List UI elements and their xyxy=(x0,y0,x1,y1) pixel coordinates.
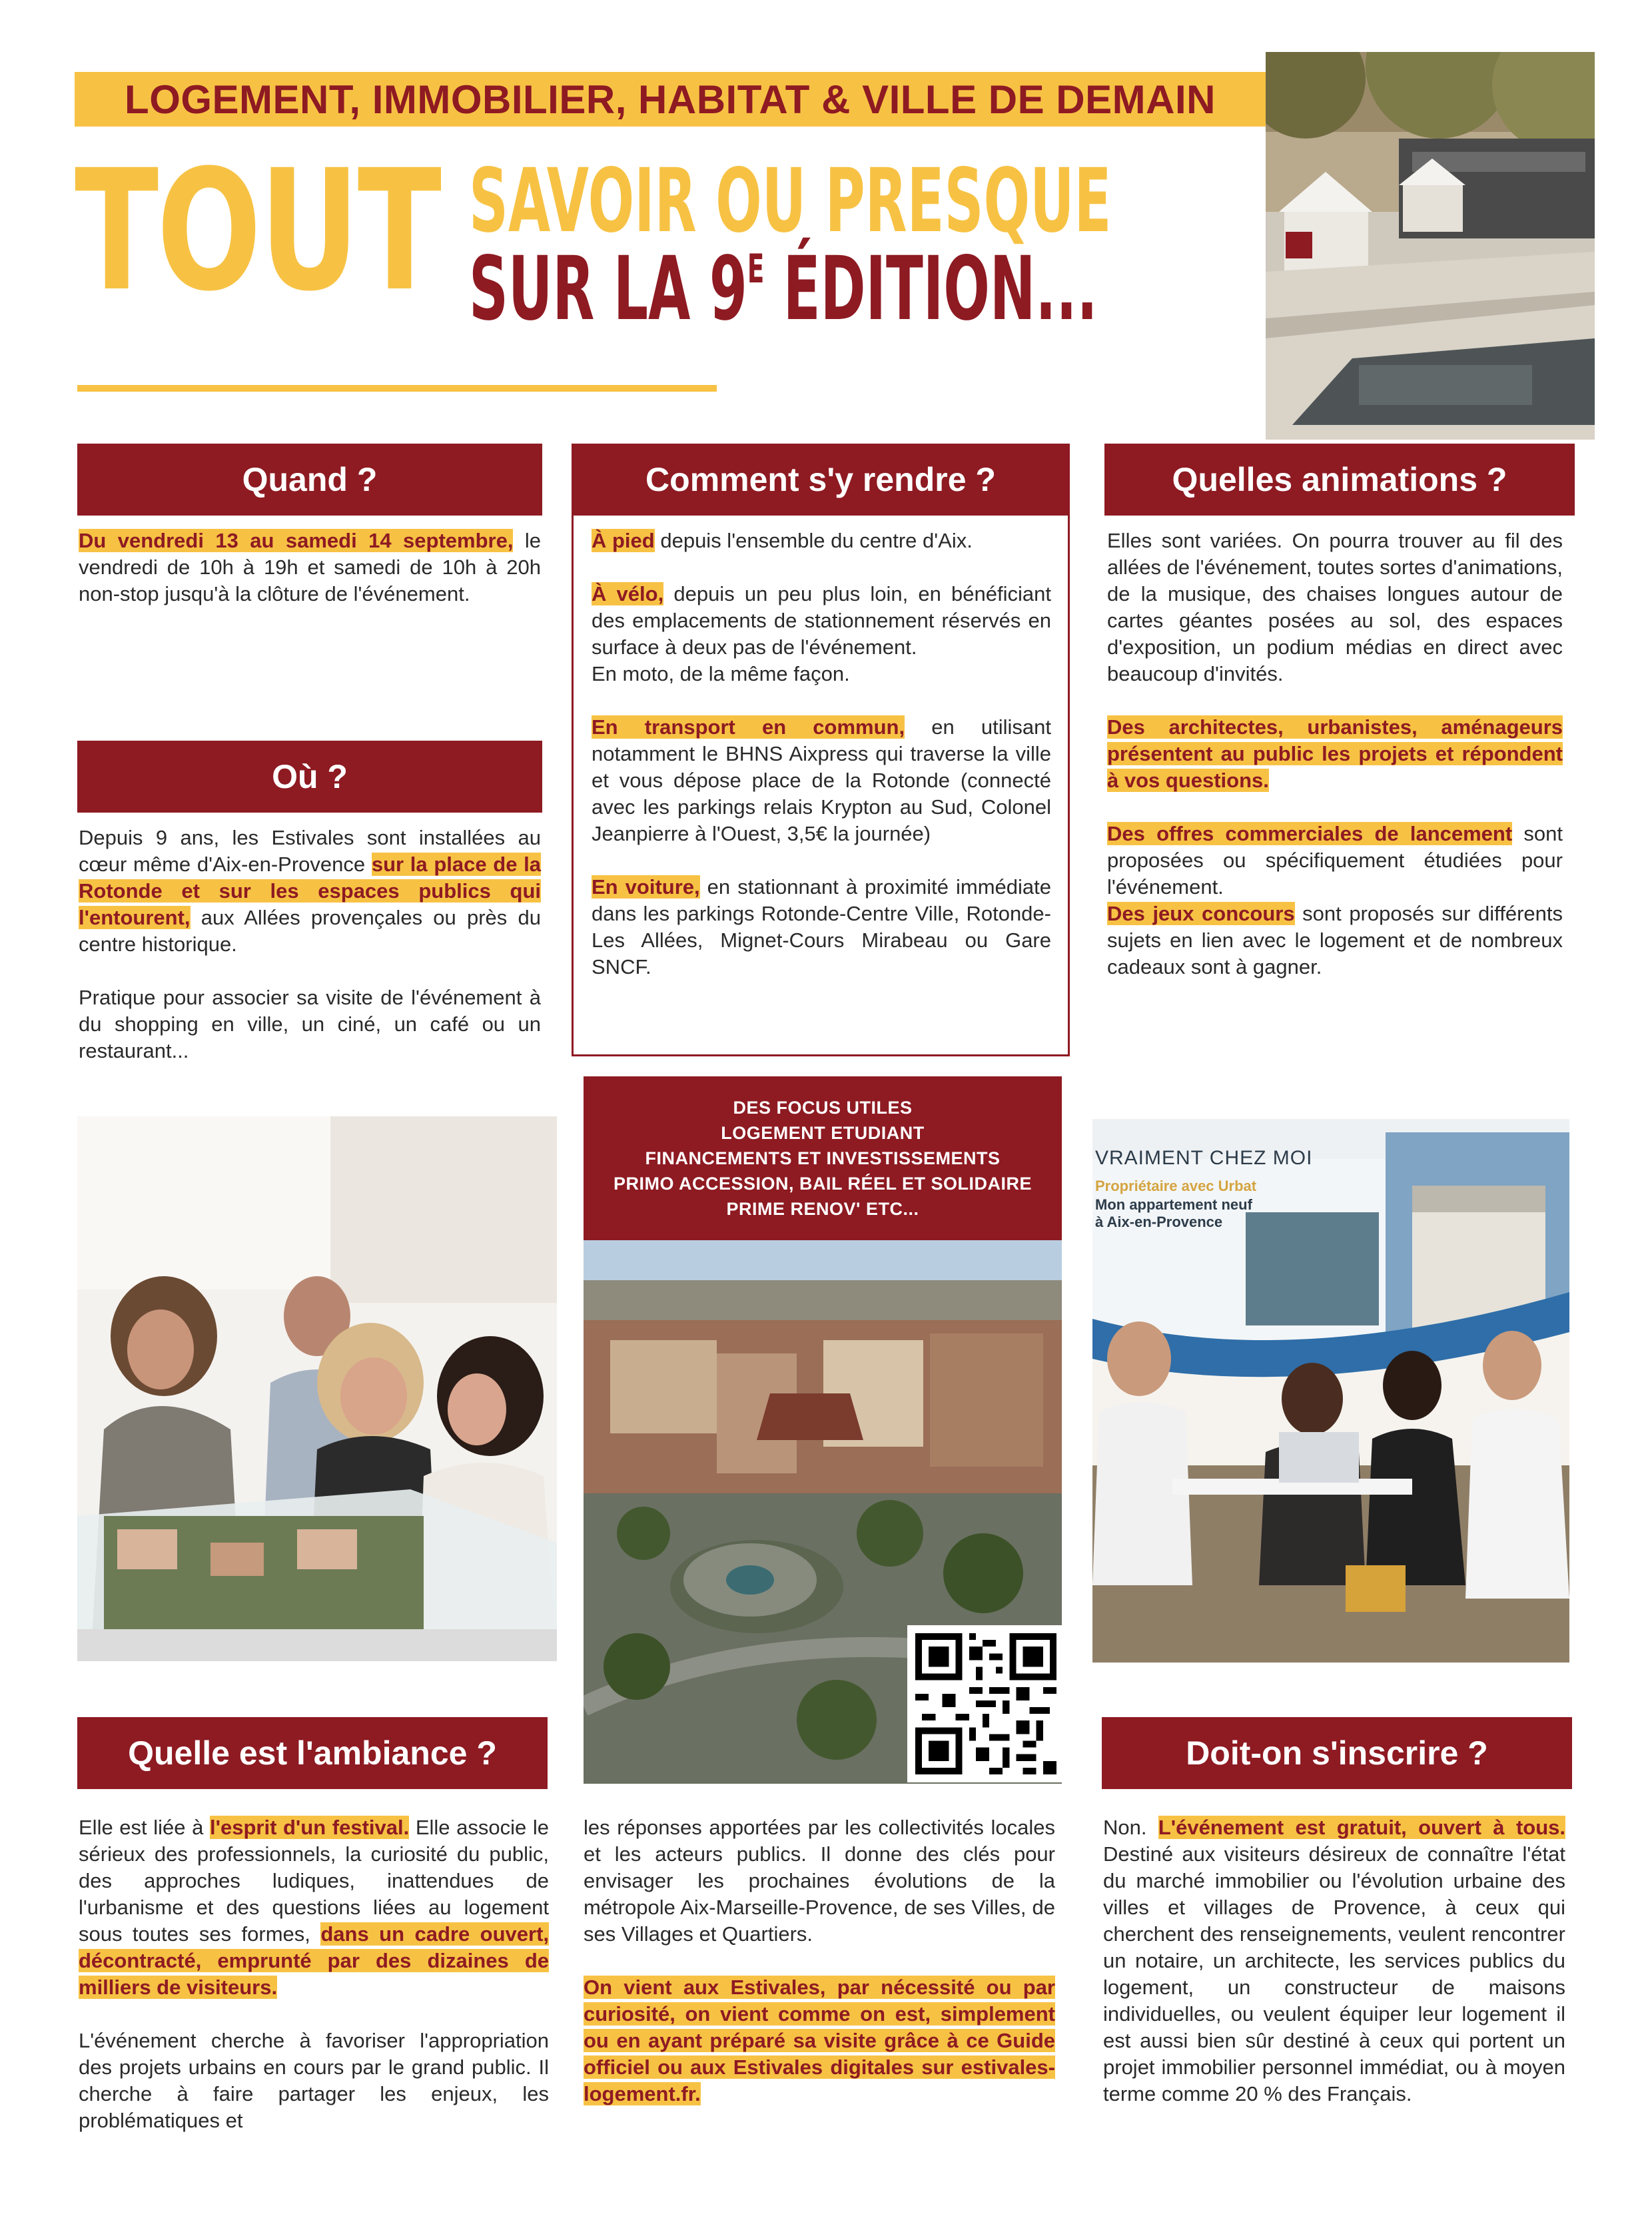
quand-dates-highlight: Du vendredi 13 au samedi 14 septembre, xyxy=(79,529,514,552)
section-header-ambiance: Quelle est l'ambiance ? xyxy=(77,1717,548,1789)
section-header-comment: Comment s'y rendre ? xyxy=(572,444,1070,516)
ambiance-paragraph-2: L'événement cherche à favoriser l'appropriation des projets urbains en cours par le grand public. Il cherche à faire partager les enjeux, les problématiques et xyxy=(79,2029,549,2132)
photo-visitors-model xyxy=(77,1116,557,1661)
section-header-animations: Quelles animations ? xyxy=(1104,444,1575,516)
focus-line: FINANCEMENTS ET INVESTISSEMENTS xyxy=(645,1148,1001,1168)
focus-line: LOGEMENT ETUDIANT xyxy=(721,1123,925,1143)
qr-code[interactable] xyxy=(907,1625,1064,1782)
section-header-inscrire: Doit-on s'inscrire ? xyxy=(1102,1717,1572,1789)
photo-plaza-tents xyxy=(1266,52,1595,440)
focus-line: PRIMO ACCESSION, BAIL RÉEL ET SOLIDAIRE xyxy=(613,1174,1032,1194)
focus-topics-box xyxy=(584,1076,1062,1240)
ou-paragraph-2: Pratique pour associer sa visite de l'événement à du shopping en ville, un ciné, un café ou un restaurant... xyxy=(79,986,541,1062)
section-ambiance-text: Elle est liée à l'esprit d'un festival. Elle associe le sérieux des professionnels, la curiosité du public, des approches ludiques, inattendues de l'urbanisme et des questions liées au logement sous toutes ses formes, dans un cadre ouvert, décontracté, emprunté par des dizaines de milliers de visiteurs. L'événement cherche à favoriser l'appropriation des projets urbains en cours par le grand public. Il cherche à faire partager les enjeux, les problématiques et xyxy=(79,1814,549,2161)
section-inscrire-text: Non. L'événement est gratuit, ouvert à tous. Destiné aux visiteurs désireux de connaître l'état du marché immobilier ou l'évolution urbaine des villes et villages de Provence, à ceux qui cherchent des renseignements, veulent rencontrer un notaire, un architecte, les services publics du logement, un constructeur de maisons individuelles, ou veulent équiper leur logement il est aussi bien sûr destiné à ceux qui portent un projet immobilier personnel immédiat, ou à moyen terme comme 20 % des Français. xyxy=(1103,1816,1565,2105)
focus-line: DES FOCUS UTILES xyxy=(733,1098,913,1118)
middle-paragraph-1: les réponses apportées par les collectivités locales et les acteurs publics. Il donne des clés pour envisager les prochaines évolutions de la métropole Aix-Marseille-Provence, de ses Villes, de ses Villages et Quartiers. xyxy=(584,1816,1055,1946)
ou-location-highlight: sur la place de la Rotonde et sur les espaces publics qui l'entourent, xyxy=(79,853,541,929)
kicker-text: LOGEMENT, IMMOBILIER, HABITAT & VILLE DE DEMAIN xyxy=(125,77,1216,122)
headline-subtitle-1: SAVOIR OU PRESQUE xyxy=(469,150,1112,252)
section-header-quand: Quand ? xyxy=(77,444,542,516)
photo-stand-meeting xyxy=(1092,1119,1569,1663)
stand-sign-line1: Propriétaire avec Urbat xyxy=(1095,1178,1257,1194)
stand-sign-title: VRAIMENT CHEZ MOI xyxy=(1095,1147,1313,1169)
focus-line: PRIME RENOV' ETC... xyxy=(726,1199,919,1219)
headline-subtitle-2: SUR LA $9^E$ ÉDITION... xyxy=(469,238,1098,340)
kicker-banner xyxy=(75,72,1266,127)
title-underline xyxy=(77,385,717,392)
headline-tout: TOUT xyxy=(75,134,440,328)
section-ou-text: Depuis 9 ans, les Estivales sont installées au cœur même d'Aix-en-Provence sur la place de la Rotonde et sur les espaces publics qui l'entourent, aux Allées provençales ou près du centre historique. Pratique pour associer sa visite de l'événement à du shopping en ville, un ciné, un café ou un restaurant... xyxy=(79,825,541,1091)
section-animations-text: Elles sont variées. On pourra trouver au fil des allées de l'événement, toutes sortes d'animations, de la musique, des chaises longues autour de cartes géantes posées au sol, des espaces d'exposition, un podium médias en direct avec beaucoup d'invités. Des architectes, urbanistes, aménageurs présentent au public les projets et répondent à vos questions. Des offres commerciales de lancement sont proposées ou spécifiquement étudiées pour l'événement. Des jeux concours sont proposés sur différents sujets en lien avec le logement et de nombreux cadeaux sont à gagner. xyxy=(1107,529,1563,978)
quand-hours: le vendredi de 10h à 19h et samedi de 10h à 20h non-stop jusqu'à la clôture de l'événement. xyxy=(79,529,541,605)
stand-sign-line3: à Aix-en-Provence xyxy=(1095,1214,1223,1230)
stand-sign-line2: Mon appartement neuf xyxy=(1095,1196,1252,1213)
section-comment-text: À pied depuis l'ensemble du centre d'Aix. À vélo, depuis un peu plus loin, en bénéficiant des emplacements de stationnement réservés en surface à deux pas de l'événement. En moto, de la même façon. En transport en commun, en utilisant notamment le BHNS Aixpress qui traverse la ville et vous dépose place de la Rotonde (connecté avec les parkings relais Krypton au Sud, Colonel Jeanpierre à l'Ouest, 3,5€ la journée) En voiture, en stationnant à proximité immédiate dans les parkings Rotonde-Centre Ville, Rotonde-Les Allées, Mignet-Cours Mirabeau ou Gare SNCF. xyxy=(592,529,1052,978)
section-middle-text xyxy=(584,1814,1055,2134)
section-quand-text xyxy=(79,528,541,634)
middle-highlight: On vient aux Estivales, par nécessité ou par curiosité, on vient comme on est, simplement ou en ayant préparé sa visite grâce à ce Guide officiel ou aux Estivales digitales sur estivales-logement.fr. xyxy=(584,1976,1055,2105)
section-header-ou: Où ? xyxy=(77,741,542,813)
